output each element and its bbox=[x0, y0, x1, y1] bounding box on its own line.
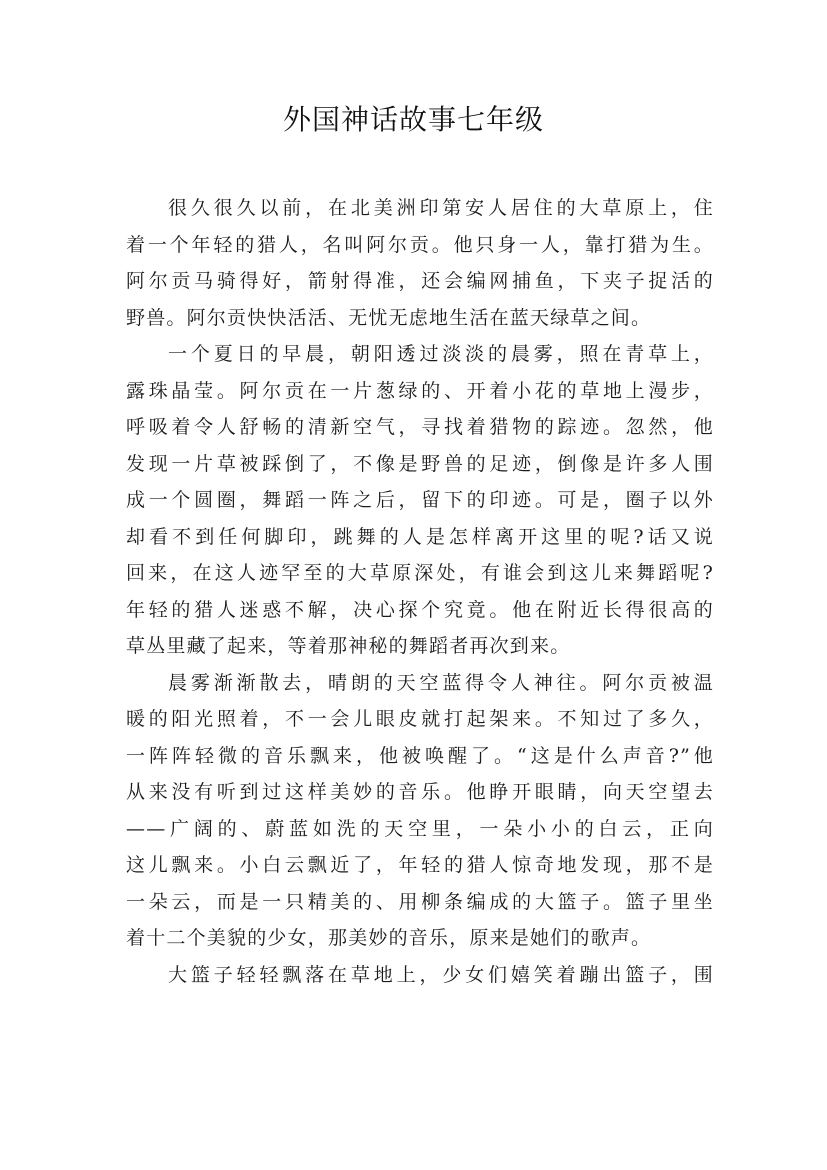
text-line: 一个夏日的早晨，朝阳透过淡淡的晨雾，照在青草上， bbox=[168, 343, 714, 365]
text-line: 成一个圆圈，舞蹈一阵之后，留下的印迹。可是，圈子以外 bbox=[126, 489, 714, 511]
text-line: 野兽。阿尔贡快快活活、无忧无虑地生活在蓝天绿草之间。 bbox=[126, 306, 652, 329]
text-line: 露珠晶莹。阿尔贡在一片葱绿的、开着小花的草地上漫步， bbox=[126, 379, 714, 402]
text-line: 一朵云，而是一只精美的、用柳条编成的大篮子。篮子里坐 bbox=[126, 890, 714, 913]
text-line: 却看不到任何脚印，跳舞的人是怎样离开这里的呢?话又说 bbox=[126, 525, 714, 548]
text-line: 这儿飘来。小白云飘近了，年轻的猎人惊奇地发现，那不是 bbox=[126, 854, 714, 876]
text-line: 阿尔贡马骑得好，箭射得准，还会编网捕鱼，下夹子捉活的 bbox=[126, 270, 714, 292]
text-line: 大篮子轻轻飘落在草地上，少女们嬉笑着蹦出篮子，围 bbox=[168, 963, 714, 986]
text-line: 着十二个美貌的少女，那美妙的音乐，原来是她们的歌声。 bbox=[126, 927, 652, 949]
text-line: 一阵阵轻微的音乐飘来，他被唤醒了。“这是什么声音?”他 bbox=[126, 744, 714, 767]
text-line: 晨雾渐渐散去，晴朗的天空蓝得令人神往。阿尔贡被温 bbox=[168, 671, 714, 694]
text-line: 呼吸着令人舒畅的清新空气，寻找着猎物的踪迹。忽然，他 bbox=[126, 416, 714, 438]
text-line: 着一个年轻的猎人，名叫阿尔贡。他只身一人，靠打猎为生。 bbox=[126, 233, 714, 256]
text-line: ——广阔的、蔚蓝如洗的天空里，一朵小小的白云，正向 bbox=[126, 817, 714, 840]
document-body bbox=[126, 190, 714, 993]
text-line: 草丛里藏了起来，等着那神秘的舞蹈者再次到来。 bbox=[126, 635, 571, 657]
text-line: 发现一片草被踩倒了，不像是野兽的足迹，倒像是许多人围 bbox=[126, 452, 714, 475]
text-line: 从来没有听到过这样美妙的音乐。他睁开眼睛，向天空望去 bbox=[126, 781, 714, 803]
text-line: 年轻的猎人迷惑不解，决心探个究竟。他在附近长得很高的 bbox=[126, 598, 714, 621]
text-line: 暖的阳光照着，不一会儿眼皮就打起架来。不知过了多久， bbox=[126, 708, 714, 730]
document-title: 外国神话故事七年级 bbox=[282, 103, 544, 136]
text-line: 回来，在这人迹罕至的大草原深处，有谁会到这儿来舞蹈呢? bbox=[126, 562, 714, 584]
text-line: 很久很久以前，在北美洲印第安人居住的大草原上，住 bbox=[168, 197, 714, 219]
